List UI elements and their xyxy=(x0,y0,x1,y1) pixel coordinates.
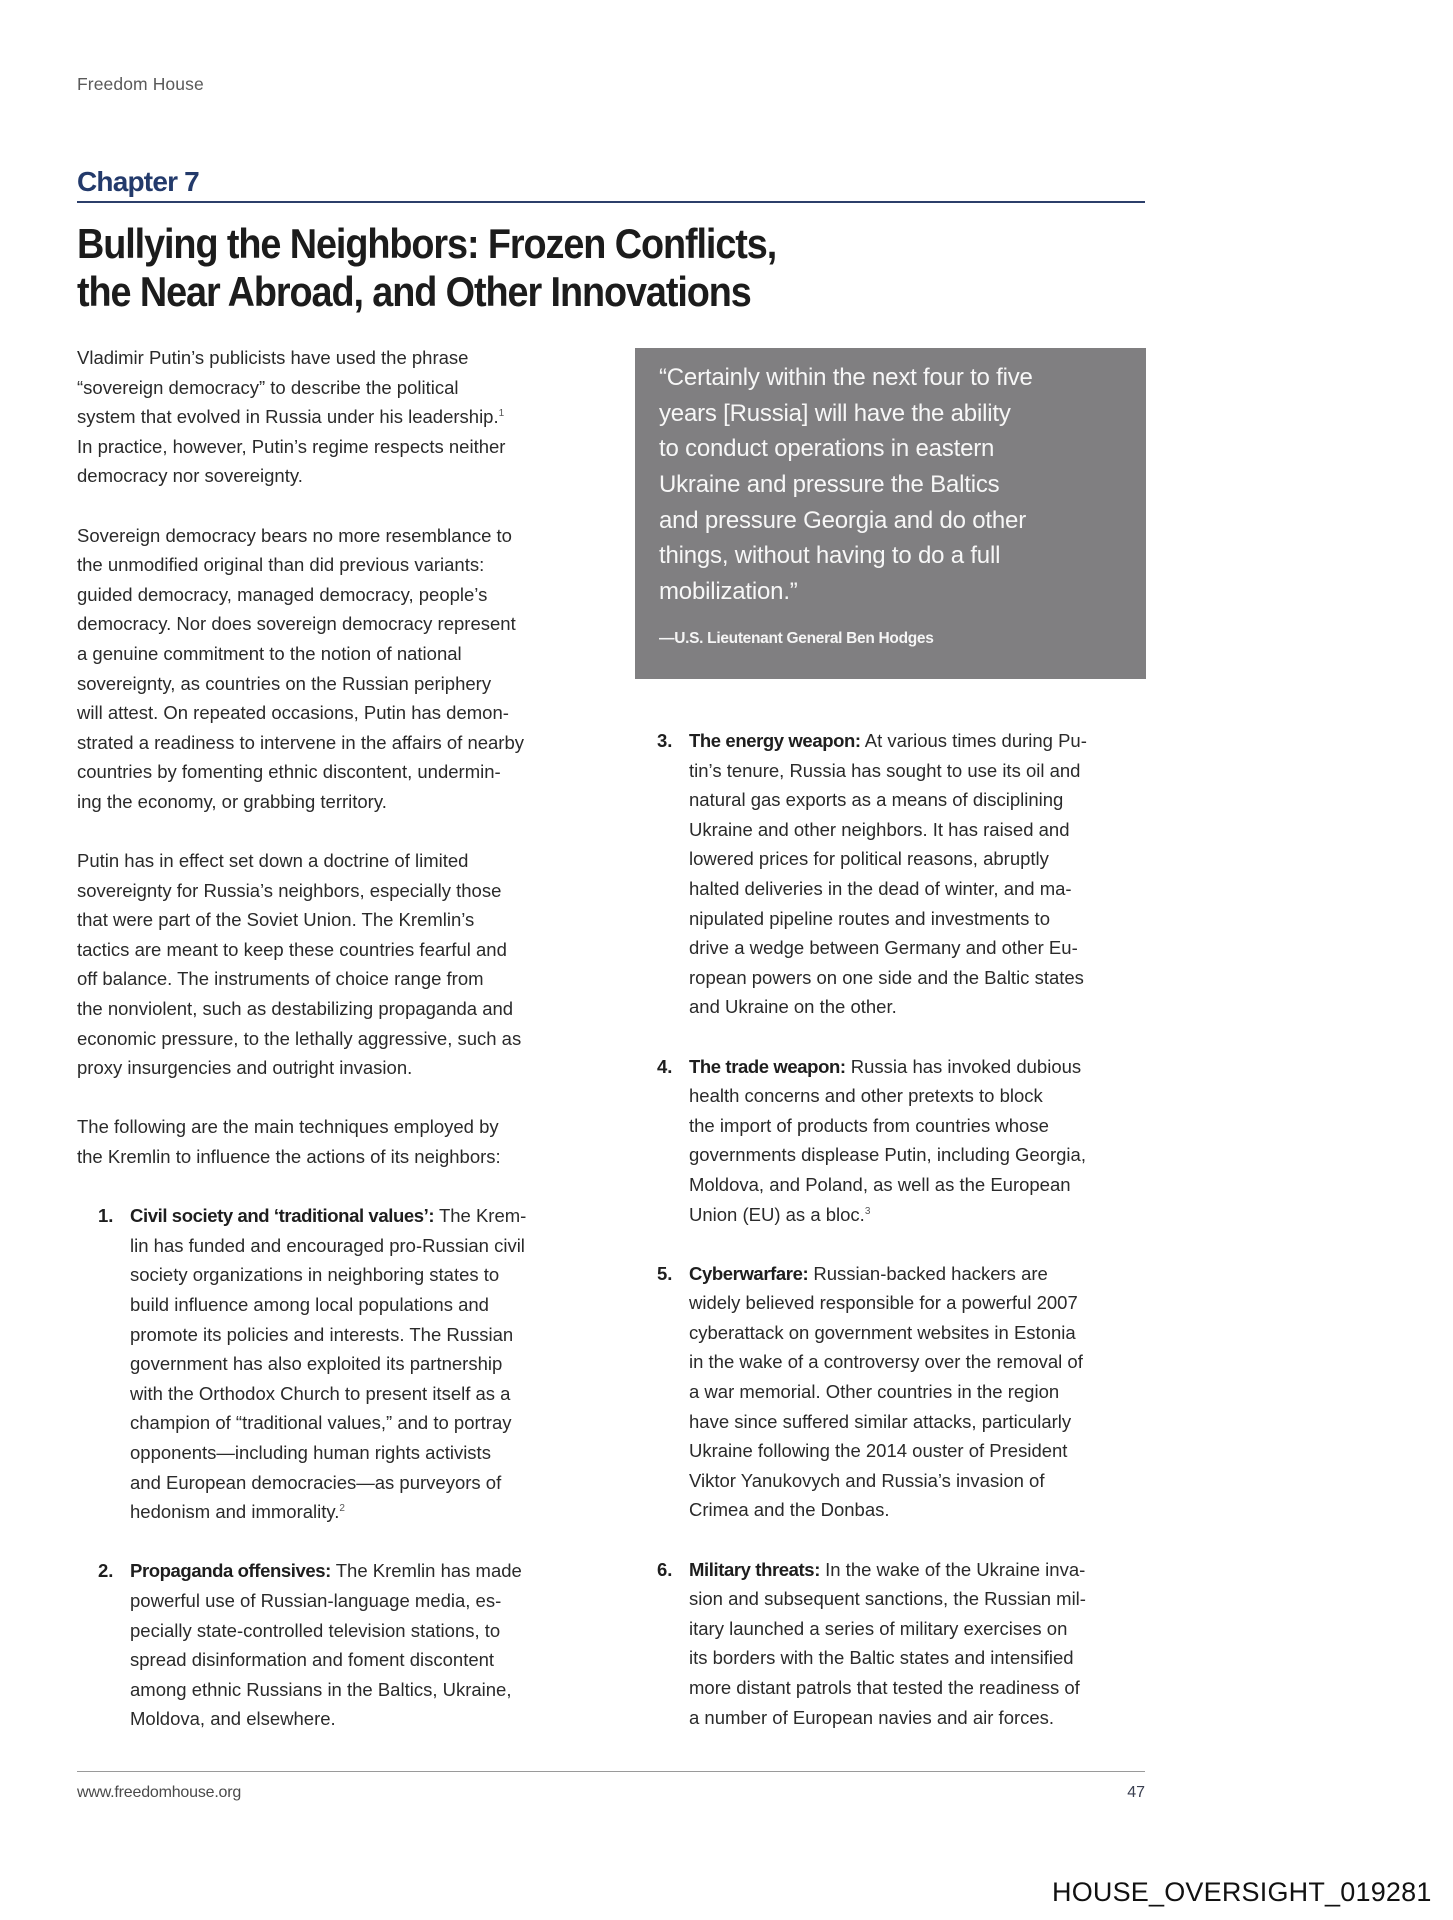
text-line: spread disinformation and foment discontent xyxy=(130,1649,495,1671)
technique-item-3 xyxy=(657,726,1147,1022)
chapter-divider xyxy=(77,201,1145,203)
list-number: 2. xyxy=(98,1560,114,1582)
text-line: Sovereign democracy bears no more resemblance to xyxy=(77,524,512,546)
right-column xyxy=(657,726,1147,1732)
left-column xyxy=(77,343,597,1734)
technique-lead: The energy weapon: xyxy=(689,730,861,751)
text-line: proxy insurgencies and outright invasion. xyxy=(77,1057,413,1079)
text-line: among ethnic Russians in the Baltics, Ukraine, xyxy=(130,1678,512,1700)
quote-line: things, without having to do a full xyxy=(659,542,1001,570)
text-line: system that evolved in Russia under his leadership.$^1$ xyxy=(77,406,505,428)
text-line: economic pressure, to the lethally aggressive, such as xyxy=(77,1027,522,1049)
technique-lead: The trade weapon: xyxy=(689,1055,846,1077)
text-line: Ukraine and other neighbors. It has raised and xyxy=(689,818,1070,840)
text-line: Crimea and the Donbas. xyxy=(689,1499,890,1521)
text-line: a genuine commitment to the notion of national xyxy=(77,642,462,664)
technique-item-4 xyxy=(657,1052,1147,1230)
text-line: drive a wedge between Germany and other Eu- xyxy=(689,937,1078,959)
text-line: ing the economy, or grabbing territory. xyxy=(77,790,387,812)
text-line: lowered prices for political reasons, abruptly xyxy=(689,848,1049,870)
text-line: powerful use of Russian-language media, es- xyxy=(130,1589,502,1611)
text-line: The trade weapon: Russia has invoked dubious xyxy=(689,1055,1082,1077)
text-line: champion of “traditional values,” and to portray xyxy=(130,1412,512,1434)
text-line: with the Orthodox Church to present itself as a xyxy=(130,1382,511,1404)
text-line: democracy nor sovereignty. xyxy=(77,465,303,487)
technique-item-2 xyxy=(98,1556,597,1734)
footnote-ref[interactable]: 1 xyxy=(498,408,505,420)
text-line: build influence among local populations and xyxy=(130,1294,489,1315)
quote-line: to conduct operations in eastern xyxy=(659,435,995,463)
text-line: natural gas exports as a means of disciplining xyxy=(689,789,1064,811)
text-line: health concerns and other pretexts to block xyxy=(689,1085,1043,1107)
technique-lead: Propaganda offensives: xyxy=(130,1560,331,1582)
text-line: sion and subsequent sanctions, the Russian mil- xyxy=(689,1588,1086,1610)
text-line: nipulated pipeline routes and investments to xyxy=(689,907,1050,929)
text-line: Moldova, and Poland, as well as the European xyxy=(689,1173,1071,1195)
text-line: Civil society and ‘traditional values’: The Krem- xyxy=(130,1205,527,1227)
page-number: 47 xyxy=(1127,1784,1145,1801)
text-line: democracy. Nor does sovereign democracy represent xyxy=(77,613,516,635)
text-line: sovereignty for Russia’s neighbors, especially those xyxy=(77,879,502,901)
list-number: 5. xyxy=(657,1262,673,1284)
text-line: The energy weapon: At various times during Pu- xyxy=(689,730,1087,751)
text-line: Propaganda offensives: The Kremlin has made xyxy=(130,1560,522,1582)
text-line: In practice, however, Putin’s regime respects neither xyxy=(77,435,506,457)
text-line: government has also exploited its partnership xyxy=(130,1353,503,1375)
text-line: that were part of the Soviet Union. The Kremlin’s xyxy=(77,909,475,931)
text-line: and Ukraine on the other. xyxy=(689,996,897,1018)
text-line: Moldova, and elsewhere. xyxy=(130,1708,336,1730)
text-line: The following are the main techniques employed by xyxy=(77,1116,499,1138)
text-line: promote its policies and interests. The Russian xyxy=(130,1323,514,1345)
text-line: tactics are meant to keep these countries fearful and xyxy=(77,938,507,960)
text-line: the nonviolent, such as destabilizing propaganda and xyxy=(77,998,514,1020)
text-line: widely believed responsible for a powerful 2007 xyxy=(689,1292,1078,1314)
quote-line: Ukraine and pressure the Baltics xyxy=(659,471,1000,499)
footer-website-link[interactable]: www.freedomhouse.org xyxy=(77,1784,242,1801)
list-number: 1. xyxy=(98,1205,114,1227)
text-line: in the wake of a controversy over the removal of xyxy=(689,1351,1083,1373)
technique-lead: Military threats: xyxy=(689,1558,820,1580)
text-line: opponents—including human rights activists xyxy=(130,1441,491,1463)
text-line: the import of products from countries whose xyxy=(689,1114,1049,1136)
text-line: pecially state-controlled television stations, to xyxy=(130,1619,501,1641)
text-line: Union (EU) as a bloc.$^3$ xyxy=(689,1203,871,1225)
text-line: hedonism and immorality.$^2$ xyxy=(130,1501,345,1523)
chapter-title-line: Bullying the Neighbors: Frozen Conflicts, xyxy=(77,220,777,267)
text-line: Cyberwarfare: Russian-backed hackers are xyxy=(689,1262,1048,1284)
text-line: itary launched a series of military exercises on xyxy=(689,1617,1068,1639)
text-line: a war memorial. Other countries in the region xyxy=(689,1381,1060,1403)
list-number: 6. xyxy=(657,1558,673,1580)
text-line: sovereignty, as countries on the Russian periphery xyxy=(77,672,492,694)
text-line: Vladimir Putin’s publicists have used the phrase xyxy=(77,347,469,368)
text-line: its borders with the Baltic states and intensified xyxy=(689,1647,1074,1669)
quote-line: years [Russia] will have the ability xyxy=(659,399,1011,427)
chapter-title xyxy=(77,220,776,316)
pull-quote-attribution: —U.S. Lieutenant General Ben Hodges xyxy=(659,630,934,647)
paragraph-intro xyxy=(77,343,597,491)
text-line: more distant patrols that tested the readiness of xyxy=(689,1677,1080,1698)
quote-line: and pressure Georgia and do other xyxy=(659,506,1026,534)
paragraph-limited-sovereignty xyxy=(77,846,597,1083)
paragraph-sovereign-democracy xyxy=(77,521,597,817)
text-line: strated a readiness to intervene in the affairs of nearby xyxy=(77,731,525,753)
text-line: “sovereign democracy” to describe the political xyxy=(77,376,459,398)
technique-item-1 xyxy=(98,1201,597,1527)
text-line: the Kremlin to influence the actions of its neighbors: xyxy=(77,1146,501,1168)
quote-line: mobilization.” xyxy=(659,578,798,606)
running-head: Freedom House xyxy=(77,74,204,94)
text-line: and European democracies—as purveyors of xyxy=(130,1471,502,1493)
list-number: 4. xyxy=(657,1055,673,1077)
text-line: have since suffered similar attacks, particularly xyxy=(689,1410,1072,1432)
text-line: governments displease Putin, including Georgia, xyxy=(689,1144,1086,1166)
bates-stamp: HOUSE_OVERSIGHT_019281 xyxy=(1052,1877,1432,1907)
text-line: will attest. On repeated occasions, Putin has demon- xyxy=(77,702,509,724)
footer-divider xyxy=(77,1771,1145,1772)
text-line: Putin has in effect set down a doctrine of limited xyxy=(77,850,469,872)
text-line: a number of European navies and air forces. xyxy=(689,1706,1055,1728)
technique-lead: Cyberwarfare: xyxy=(689,1262,809,1284)
text-line: society organizations in neighboring states to xyxy=(130,1264,500,1286)
quote-line: “Certainly within the next four to five xyxy=(659,364,1033,391)
technique-item-6 xyxy=(657,1555,1147,1733)
text-line: lin has funded and encouraged pro-Russian civil xyxy=(130,1234,525,1256)
text-line: halted deliveries in the dead of winter, and ma- xyxy=(689,877,1072,899)
pull-quote-box xyxy=(635,348,1146,679)
technique-lead: Civil society and ‘traditional values’: xyxy=(130,1205,435,1227)
text-line: off balance. The instruments of choice range from xyxy=(77,968,484,990)
text-line: tin’s tenure, Russia has sought to use its oil and xyxy=(689,759,1081,781)
technique-item-5 xyxy=(657,1259,1147,1525)
text-line: ropean powers on one side and the Baltic states xyxy=(689,966,1084,988)
list-number: 3. xyxy=(657,730,673,751)
text-line: the unmodified original than did previous variants: xyxy=(77,554,485,576)
text-line: Ukraine following the 2014 ouster of President xyxy=(689,1440,1068,1462)
text-line: countries by fomenting ethnic discontent, undermin- xyxy=(77,761,501,783)
paragraph-techniques-intro xyxy=(77,1112,597,1171)
pull-quote-text xyxy=(659,360,1033,610)
chapter-label: Chapter 7 xyxy=(77,166,199,197)
text-line: guided democracy, managed democracy, people’s xyxy=(77,583,488,605)
footnote-ref[interactable]: 2 xyxy=(339,1503,345,1515)
text-line: Viktor Yanukovych and Russia’s invasion of xyxy=(689,1469,1045,1491)
text-line: cyberattack on government websites in Estonia xyxy=(689,1321,1076,1343)
chapter-title-line: the Near Abroad, and Other Innovations xyxy=(77,268,751,315)
footnote-ref[interactable]: 3 xyxy=(864,1205,871,1217)
text-line: Military threats: In the wake of the Ukraine inva- xyxy=(689,1558,1086,1580)
